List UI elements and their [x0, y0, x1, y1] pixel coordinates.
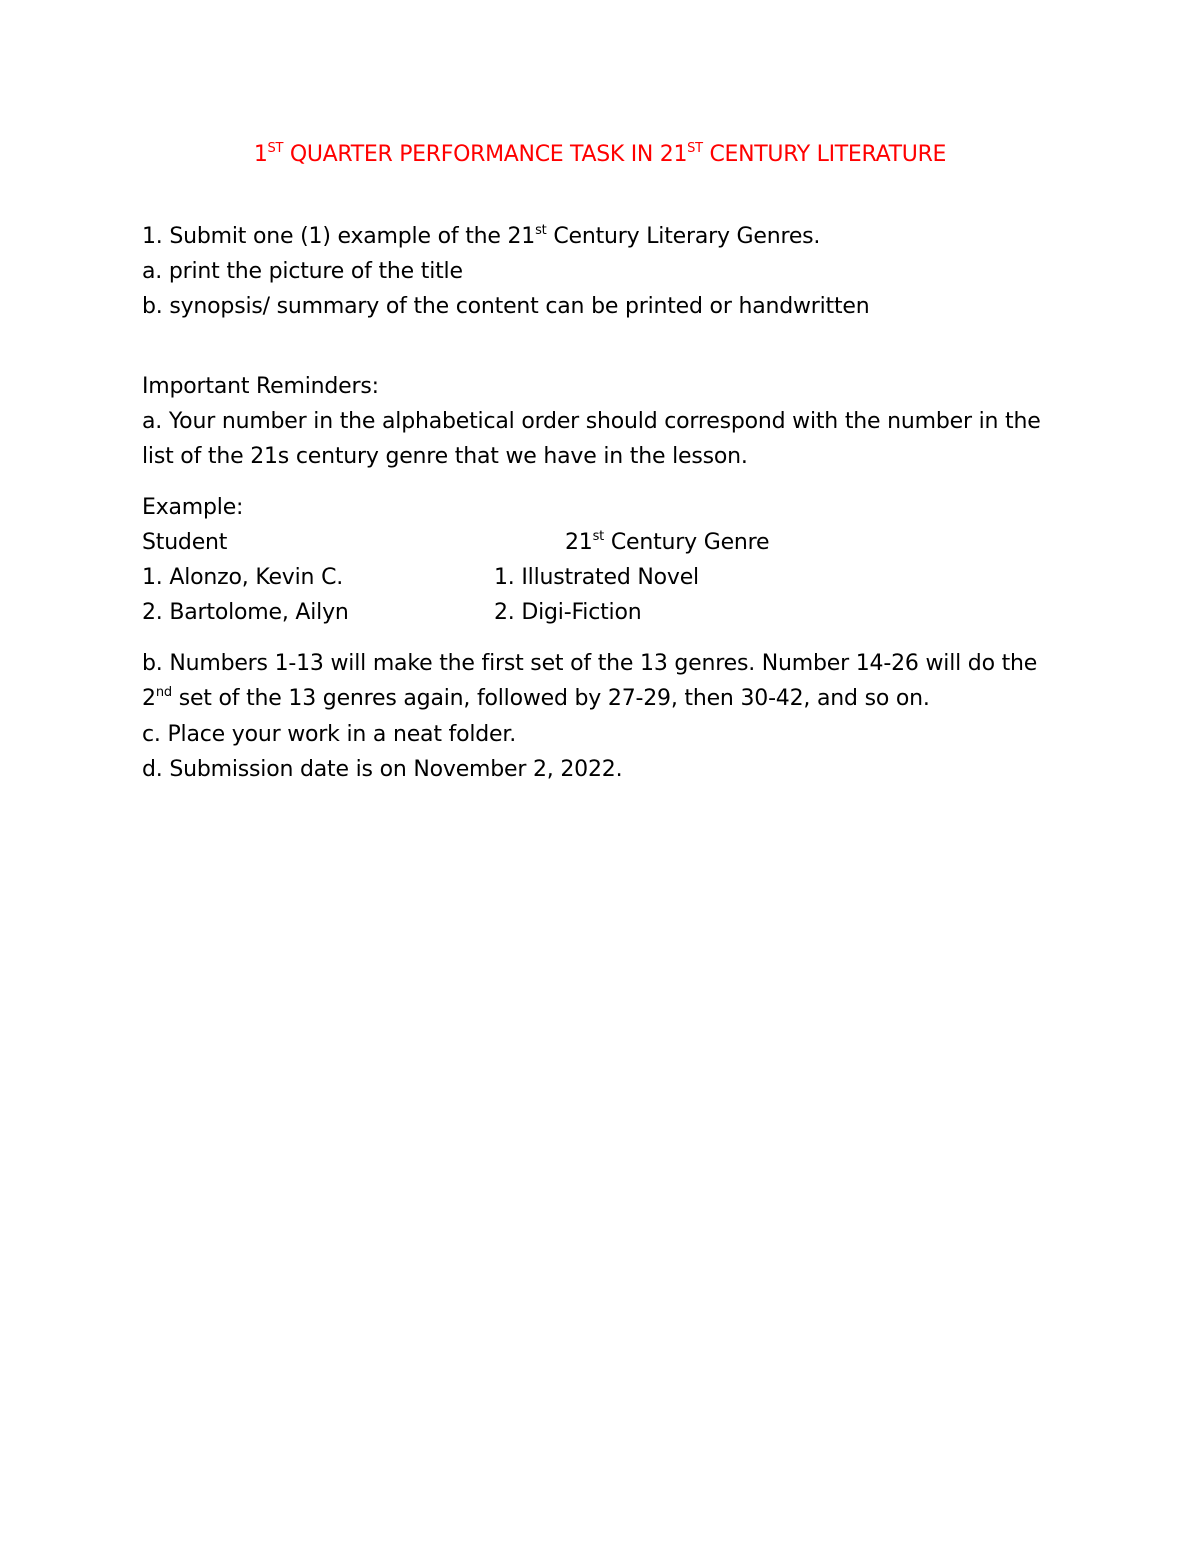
- reminder-b-line-2-num: 2: [142, 686, 156, 711]
- example-row-2-student: 2. Bartolome, Ailyn: [142, 600, 349, 625]
- reminders-heading: Important Reminders:: [142, 374, 379, 399]
- task-item-1: [142, 222, 820, 252]
- example-column-genre: [565, 528, 769, 558]
- task-item-b: b. synopsis/ summary of the content can be printed or handwritten: [142, 294, 870, 319]
- example-heading: Example:: [142, 495, 244, 520]
- task-item-1-text-end: Century Literary Genres.: [546, 224, 821, 249]
- title-superscript-2: ST: [687, 141, 703, 156]
- task-item-1-text: 1. Submit one (1) example of the 21: [142, 224, 536, 249]
- reminder-b-line-2-text: set of the 13 genres again, followed by 27-29, then 30-42, and so on.: [171, 686, 930, 711]
- example-row-1-genre: 1. Illustrated Novel: [494, 565, 699, 590]
- title-middle: QUARTER PERFORMANCE TASK IN 21: [283, 142, 688, 167]
- reminder-b-line-2: [142, 684, 930, 714]
- page-title: [0, 142, 1200, 167]
- example-row-2-genre: 2. Digi-Fiction: [494, 600, 642, 625]
- task-item-a: a. print the picture of the title: [142, 259, 463, 284]
- example-column-genre-sup: st: [592, 529, 605, 544]
- example-column-genre-text: Century Genre: [604, 530, 770, 555]
- reminder-a-line-1: a. Your number in the alphabetical order should correspond with the number in the: [142, 409, 1041, 434]
- task-item-1-sup: st: [535, 223, 547, 238]
- reminder-a-line-2: list of the 21s century genre that we have in the lesson.: [142, 444, 748, 469]
- reminder-d: d. Submission date is on November 2, 2022.: [142, 757, 623, 782]
- title-end: CENTURY LITERATURE: [702, 142, 947, 167]
- reminder-b-line-2-sup: nd: [155, 685, 172, 700]
- example-column-genre-num: 21: [565, 530, 593, 555]
- title-number: 1: [253, 142, 268, 167]
- example-row-1-student: 1. Alonzo, Kevin C.: [142, 565, 344, 590]
- example-column-student: Student: [142, 530, 228, 555]
- title-superscript-1: ST: [267, 141, 284, 156]
- reminder-c: c. Place your work in a neat folder.: [142, 722, 516, 747]
- reminder-b-line-1: b. Numbers 1-13 will make the first set of the 13 genres. Number 14-26 will do the: [142, 651, 1038, 676]
